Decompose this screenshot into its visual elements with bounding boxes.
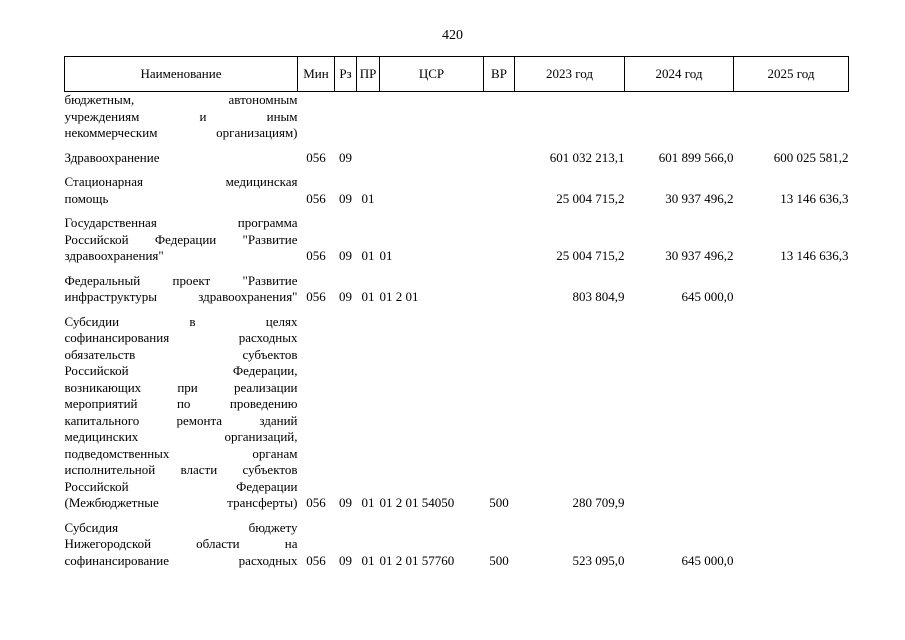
- table-row: [65, 495, 849, 512]
- cell-min: [298, 479, 335, 496]
- table-row: [65, 174, 849, 191]
- cell-y2023: [515, 330, 625, 347]
- cell-rz: [335, 396, 357, 413]
- cell-min: [298, 314, 335, 331]
- row-name-line: софинансирования расходных: [64, 330, 298, 345]
- row-name-line: софинансирование расходных: [64, 552, 298, 568]
- cell-min: 056: [306, 495, 326, 510]
- cell-rz: [335, 109, 357, 126]
- cell-csr: 01 2 01: [379, 289, 419, 304]
- row-gap: [65, 306, 849, 314]
- cell-csr: [380, 520, 484, 537]
- table-row: [65, 446, 849, 463]
- row-name-line: мероприятий по проведению: [64, 396, 298, 411]
- row-name-line: Субсидии в целях: [64, 313, 298, 329]
- cell-rz: 09: [339, 552, 352, 568]
- cell-y2023: [515, 273, 625, 290]
- row-gap: [65, 512, 849, 520]
- cell-y2023: 803 804,9: [572, 289, 625, 304]
- header-pr: ПР: [357, 57, 380, 92]
- cell-pr: [357, 380, 380, 397]
- cell-y2024: [625, 380, 734, 397]
- row-gap-cell: [65, 207, 849, 215]
- cell-y2024: [625, 273, 734, 290]
- cell-y2024: [625, 109, 734, 126]
- cell-vr: [484, 232, 515, 249]
- cell-y2025: [734, 125, 849, 142]
- row-name-line: медицинских организаций,: [64, 429, 298, 444]
- cell-csr: [380, 174, 484, 191]
- cell-min: 056: [306, 190, 326, 206]
- cell-y2025: [734, 380, 849, 397]
- cell-y2025: [734, 429, 849, 446]
- cell-rz: [335, 92, 357, 109]
- cell-vr: [484, 150, 515, 167]
- cell-min: [298, 380, 335, 397]
- cell-rz: [335, 347, 357, 364]
- cell-y2025: 600 025 581,2: [773, 149, 849, 165]
- cell-y2023: [515, 520, 625, 537]
- budget-table: [64, 56, 849, 569]
- cell-csr: [380, 125, 484, 142]
- cell-y2025: [734, 273, 849, 290]
- cell-pr: 01: [361, 248, 375, 263]
- table-row: [65, 150, 849, 167]
- cell-y2025: [734, 462, 849, 479]
- cell-vr: [484, 174, 515, 191]
- cell-csr: [380, 232, 484, 249]
- table-row: [65, 248, 849, 265]
- table-row: [65, 191, 849, 208]
- cell-min: [298, 429, 335, 446]
- cell-vr: [484, 462, 515, 479]
- cell-y2023: 25 004 715,2: [556, 248, 625, 263]
- row-name-line: бюджетным, автономным: [64, 92, 298, 107]
- cell-csr: [380, 536, 484, 553]
- cell-vr: 500: [489, 495, 509, 510]
- cell-csr: [380, 413, 484, 430]
- table-row: [65, 413, 849, 430]
- cell-y2025: [734, 413, 849, 430]
- cell-y2024: [625, 92, 734, 109]
- cell-y2025: [734, 289, 849, 306]
- cell-vr: [484, 396, 515, 413]
- cell-min: [298, 232, 335, 249]
- cell-pr: [357, 150, 380, 167]
- table-row: [65, 109, 849, 126]
- row-name-line: некоммерческим организациям): [64, 125, 298, 140]
- cell-rz: [335, 413, 357, 430]
- cell-csr: [380, 380, 484, 397]
- cell-rz: [335, 314, 357, 331]
- cell-y2025: [734, 495, 849, 512]
- row-name-line: Российской Федерации,: [64, 363, 298, 378]
- cell-vr: [484, 347, 515, 364]
- cell-y2025: [734, 330, 849, 347]
- cell-y2024: 601 899 566,0: [658, 149, 734, 165]
- row-gap-cell: [65, 306, 849, 314]
- cell-csr: [380, 314, 484, 331]
- row-gap-cell: [65, 265, 849, 273]
- table-row: [65, 553, 849, 570]
- cell-vr: [484, 191, 515, 208]
- table-row: [65, 429, 849, 446]
- cell-min: 056: [306, 289, 326, 304]
- cell-y2025: [734, 479, 849, 496]
- table-body: [65, 92, 849, 570]
- cell-vr: [484, 330, 515, 347]
- cell-csr: [380, 446, 484, 463]
- cell-y2025: [734, 553, 849, 570]
- cell-rz: [335, 380, 357, 397]
- cell-y2023: [515, 536, 625, 553]
- cell-pr: [357, 520, 380, 537]
- cell-min: 056: [306, 552, 326, 568]
- header-min: Мин: [298, 57, 335, 92]
- row-name-line: инфраструктуры здравоохранения": [64, 289, 298, 304]
- cell-y2023: [515, 363, 625, 380]
- row-name-line: Стационарная медицинская: [64, 174, 298, 189]
- cell-y2024: [625, 429, 734, 446]
- cell-vr: [484, 289, 515, 306]
- cell-y2025: [734, 536, 849, 553]
- cell-csr: [380, 273, 484, 290]
- row-name-line: обязательств субъектов: [64, 346, 298, 362]
- cell-y2024: [625, 462, 734, 479]
- table-row: [65, 536, 849, 553]
- cell-y2024: [625, 413, 734, 430]
- cell-pr: [357, 232, 380, 249]
- cell-y2024: [625, 363, 734, 380]
- cell-y2023: [515, 314, 625, 331]
- table-row: [65, 215, 849, 232]
- cell-rz: [335, 232, 357, 249]
- row-name-line: Российской Федерации: [64, 478, 298, 494]
- cell-y2025: 13 146 636,3: [780, 190, 849, 206]
- row-name-line: учреждениям и иным: [64, 108, 298, 124]
- cell-vr: [484, 215, 515, 232]
- cell-y2023: 280 709,9: [572, 495, 625, 510]
- cell-rz: [335, 520, 357, 537]
- cell-pr: [357, 109, 380, 126]
- cell-csr: [380, 429, 484, 446]
- header-name: Наименование: [65, 57, 298, 92]
- cell-rz: 09: [339, 190, 352, 206]
- cell-rz: [335, 536, 357, 553]
- cell-pr: [357, 536, 380, 553]
- cell-y2023: [515, 125, 625, 142]
- cell-vr: [484, 520, 515, 537]
- row-name-line: Нижегородской области на: [64, 536, 298, 551]
- row-gap: [65, 265, 849, 273]
- cell-min: [298, 462, 335, 479]
- cell-vr: [484, 380, 515, 397]
- cell-min: [298, 520, 335, 537]
- cell-vr: [484, 273, 515, 290]
- cell-pr: 01: [361, 289, 375, 304]
- cell-csr: [380, 347, 484, 364]
- cell-min: [298, 330, 335, 347]
- cell-csr: [380, 150, 484, 167]
- cell-pr: 01: [361, 552, 375, 568]
- cell-min: [298, 125, 335, 142]
- cell-y2023: [515, 413, 625, 430]
- cell-vr: [484, 363, 515, 380]
- cell-min: 056: [306, 248, 326, 263]
- cell-rz: [335, 330, 357, 347]
- cell-y2024: [625, 520, 734, 537]
- row-name-line: (Межбюджетные трансферты): [64, 495, 298, 510]
- row-name-line: здравоохранения": [64, 248, 164, 263]
- cell-pr: [357, 125, 380, 142]
- table-row: [65, 92, 849, 109]
- cell-csr: 01: [379, 248, 393, 263]
- header-rz: Рз: [335, 57, 357, 92]
- table-row: [65, 479, 849, 496]
- cell-vr: [484, 479, 515, 496]
- cell-min: [298, 536, 335, 553]
- cell-csr: [380, 92, 484, 109]
- cell-min: [298, 347, 335, 364]
- cell-pr: [357, 462, 380, 479]
- cell-pr: 01: [361, 190, 375, 206]
- cell-y2025: [734, 174, 849, 191]
- cell-y2024: 30 937 496,2: [665, 190, 734, 206]
- table-row: [65, 273, 849, 290]
- header-vr: ВР: [484, 57, 515, 92]
- cell-pr: [357, 273, 380, 290]
- cell-y2024: 30 937 496,2: [665, 248, 734, 263]
- cell-csr: [380, 215, 484, 232]
- row-name-line: помощь: [64, 190, 109, 206]
- cell-y2024: 645 000,0: [681, 552, 734, 568]
- cell-min: [298, 363, 335, 380]
- cell-y2024: [625, 330, 734, 347]
- cell-y2023: [515, 347, 625, 364]
- cell-y2025: [734, 215, 849, 232]
- cell-vr: [484, 429, 515, 446]
- cell-rz: [335, 479, 357, 496]
- table-row: [65, 347, 849, 364]
- table-header-row: [65, 57, 849, 92]
- cell-rz: [335, 363, 357, 380]
- cell-y2024: [625, 536, 734, 553]
- cell-rz: [335, 215, 357, 232]
- cell-csr: [380, 363, 484, 380]
- header-2023: 2023 год: [515, 57, 625, 92]
- row-gap: [65, 142, 849, 150]
- cell-y2024: [625, 174, 734, 191]
- cell-csr: [380, 462, 484, 479]
- cell-y2023: 25 004 715,2: [556, 190, 625, 206]
- cell-y2025: [734, 396, 849, 413]
- cell-y2025: [734, 520, 849, 537]
- table-row: [65, 462, 849, 479]
- cell-rz: 09: [339, 149, 352, 165]
- cell-csr: [380, 479, 484, 496]
- cell-y2023: 523 095,0: [572, 552, 625, 568]
- table-row: [65, 289, 849, 306]
- cell-min: [298, 215, 335, 232]
- cell-y2023: [515, 109, 625, 126]
- row-name-line: Субсидия бюджету: [64, 519, 298, 535]
- cell-vr: [484, 109, 515, 126]
- cell-y2024: [625, 446, 734, 463]
- cell-min: 056: [306, 149, 326, 165]
- cell-pr: [357, 314, 380, 331]
- cell-y2024: [625, 314, 734, 331]
- cell-y2024: [625, 347, 734, 364]
- cell-y2023: [515, 215, 625, 232]
- cell-y2023: [515, 396, 625, 413]
- row-gap-cell: [65, 512, 849, 520]
- row-name-line: Здравоохранение: [64, 149, 160, 165]
- cell-y2025: [734, 314, 849, 331]
- row-gap: [65, 207, 849, 215]
- cell-vr: [484, 314, 515, 331]
- cell-y2025: 13 146 636,3: [780, 248, 849, 263]
- cell-y2024: [625, 479, 734, 496]
- row-name-line: Российской Федерации "Развитие: [64, 231, 298, 247]
- cell-min: [298, 413, 335, 430]
- cell-y2024: [625, 125, 734, 142]
- header-2024: 2024 год: [625, 57, 734, 92]
- cell-min: [298, 273, 335, 290]
- page-number: 420: [442, 28, 463, 43]
- cell-rz: 09: [339, 289, 352, 304]
- cell-rz: 09: [339, 248, 352, 263]
- header-2025: 2025 год: [734, 57, 849, 92]
- cell-pr: [357, 396, 380, 413]
- row-name-line: подведомственных органам: [64, 445, 298, 461]
- row-name-line: возникающих при реализации: [64, 379, 298, 395]
- cell-y2023: [515, 479, 625, 496]
- cell-vr: [484, 413, 515, 430]
- cell-y2024: [625, 232, 734, 249]
- table-row: [65, 380, 849, 397]
- row-name-line: Федеральный проект "Развитие: [64, 272, 298, 288]
- cell-y2023: [515, 462, 625, 479]
- cell-y2025: [734, 232, 849, 249]
- cell-csr: [380, 396, 484, 413]
- table-row: [65, 232, 849, 249]
- cell-y2025: [734, 92, 849, 109]
- cell-vr: 500: [489, 552, 509, 568]
- table-row: [65, 330, 849, 347]
- cell-min: [298, 92, 335, 109]
- cell-vr: [484, 536, 515, 553]
- cell-y2023: [515, 380, 625, 397]
- cell-pr: [357, 363, 380, 380]
- cell-y2024: [625, 215, 734, 232]
- cell-csr: [380, 109, 484, 126]
- cell-y2024: 645 000,0: [681, 289, 734, 304]
- cell-rz: [335, 446, 357, 463]
- cell-y2023: [515, 232, 625, 249]
- cell-rz: [335, 174, 357, 191]
- cell-pr: [357, 413, 380, 430]
- cell-pr: 01: [361, 495, 375, 510]
- cell-pr: [357, 446, 380, 463]
- cell-rz: [335, 462, 357, 479]
- cell-y2024: [625, 495, 734, 512]
- cell-y2025: [734, 363, 849, 380]
- cell-rz: [335, 273, 357, 290]
- cell-vr: [484, 446, 515, 463]
- cell-csr: [380, 191, 484, 208]
- cell-rz: 09: [339, 495, 352, 510]
- cell-min: [298, 446, 335, 463]
- header-csr: ЦСР: [380, 57, 484, 92]
- table-row: [65, 396, 849, 413]
- cell-min: [298, 396, 335, 413]
- cell-vr: [484, 92, 515, 109]
- table-row: [65, 314, 849, 331]
- cell-csr: 01 2 01 57760: [379, 552, 455, 568]
- cell-vr: [484, 125, 515, 142]
- cell-pr: [357, 215, 380, 232]
- cell-y2023: 601 032 213,1: [549, 149, 625, 165]
- cell-csr: 01 2 01 54050: [379, 495, 455, 510]
- cell-pr: [357, 330, 380, 347]
- cell-rz: [335, 429, 357, 446]
- cell-y2023: [515, 174, 625, 191]
- row-gap: [65, 166, 849, 174]
- table-row: [65, 125, 849, 142]
- cell-y2025: [734, 109, 849, 126]
- cell-y2023: [515, 92, 625, 109]
- row-name-line: исполнительной власти субъектов: [64, 462, 298, 477]
- cell-y2025: [734, 347, 849, 364]
- cell-pr: [357, 479, 380, 496]
- cell-min: [298, 109, 335, 126]
- cell-y2024: [625, 396, 734, 413]
- row-name-line: Государственная программа: [64, 215, 298, 230]
- cell-min: [298, 174, 335, 191]
- table-row: [65, 363, 849, 380]
- cell-pr: [357, 92, 380, 109]
- row-name-line: капитального ремонта зданий: [64, 412, 298, 428]
- cell-pr: [357, 347, 380, 364]
- table-row: [65, 520, 849, 537]
- cell-csr: [380, 330, 484, 347]
- row-gap-cell: [65, 166, 849, 174]
- cell-vr: [484, 248, 515, 265]
- cell-pr: [357, 174, 380, 191]
- cell-rz: [335, 125, 357, 142]
- cell-y2023: [515, 429, 625, 446]
- cell-y2025: [734, 446, 849, 463]
- row-gap-cell: [65, 142, 849, 150]
- cell-y2023: [515, 446, 625, 463]
- cell-pr: [357, 429, 380, 446]
